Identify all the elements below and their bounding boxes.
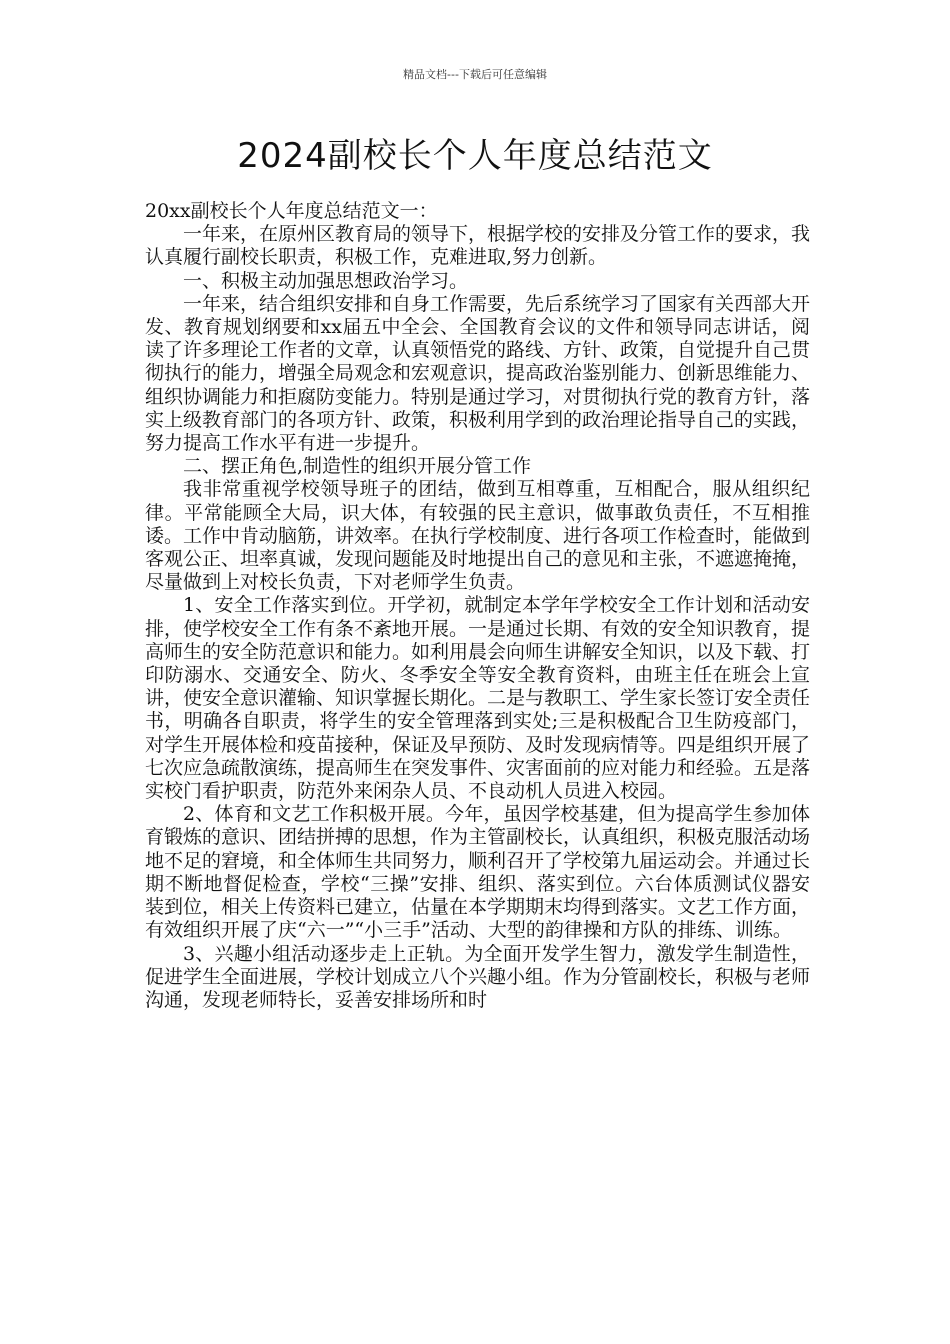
paragraph: 我非常重视学校领导班子的团结，做到互相尊重，互相配合，服从组织纪律。平常能顾全大局，识大体，有较强的民主意识，做事敢负责任，不互相推诿。工作中肯动脑筋，讲效率。在执行学校制度、进行各项工作检查时，能做到客观公正、坦率真诚，发现问题能及时地提出自己的意见和主张，不遮遮掩掩，尽量做到上对校长负责，下对老师学生负责。 <box>145 478 811 594</box>
paragraph: 2、体育和文艺工作积极开展。今年，虽因学校基建，但为提高学生参加体育锻炼的意识、团结拼搏的思想，作为主管副校长，认真组织，积极克服活动场地不足的窘境，和全体师生共同努力，顺利召开了学校第九届运动会。并通过长期不断地督促检查，学校“三操”安排、组织、落实到位。六台体质测试仪器安装到位，相关上传资料已建立，估量在本学期期末均得到落实。文艺工作方面，有效组织开展了庆“六一”“小三手”活动、大型的韵律操和方队的排练、训练。 <box>145 803 811 942</box>
document-body <box>145 200 810 1012</box>
paragraph: 3、兴趣小组活动逐步走上正轨。为全面开发学生智力，激发学生制造性，促进学生全面进展，学校计划成立八个兴趣小组。作为分管副校长，积极与老师沟通，发现老师特长，妥善安排场所和时 <box>145 942 811 1011</box>
paragraph: 一年来，结合组织安排和自身工作需要，先后系统学习了国家有关西部大开发、教育规划纲要和xx届五中全会、全国教育会议的文件和领导同志讲话，阅读了许多理论工作者的文章，认真领悟党的路线、方针、政策，自觉提升自己贯彻执行的能力，增强全局观念和宏观意识，提高政治鉴别能力、创新思维能力、组织协调能力和拒腐防变能力。特别是通过学习，对贯彻执行党的教育方针，落实上级教育部门的各项方针、政策，积极利用学到的政治理论指导自己的实践，努力提高工作水平有进一步提升。 <box>145 292 811 455</box>
header-note: 精品文档---下载后可任意编辑 <box>403 68 547 81</box>
document-title: 2024副校长个人年度总结范文 <box>237 136 713 176</box>
section-heading: 二、摆正角色,制造性的组织开展分管工作 <box>183 455 532 478</box>
section-heading: 一、积极主动加强思想政治学习。 <box>183 269 469 292</box>
paragraph: 1、安全工作落实到位。开学初，就制定本学年学校安全工作计划和活动安排，使学校安全工作有条不紊地开展。一是通过长期、有效的安全知识教育，提高师生的安全防范意识和能力。如利用晨会向师生讲解安全知识，以及下载、打印防溺水、交通安全、防火、冬季安全等安全教育资料，由班主任在班会上宣讲，使安全意识灌输、知识掌握长期化。二是与教职工、学生家长签订安全责任书，明确各自职责，将学生的安全管理落到实处;三是积极配合卫生防疫部门，对学生开展体检和疫苗接种，保证及早预防、及时发现病情等。四是组织开展了七次应急疏散演练，提高师生在突发事件、灾害面前的应对能力和经验。五是落实校门看护职责，防范外来闲杂人员、不良动机人员进入校园。 <box>145 594 811 803</box>
paragraph: 一年来，在原州区教育局的领导下，根据学校的安排及分管工作的要求，我认真履行副校长职责，积极工作，克难进取,努力创新。 <box>145 223 811 269</box>
paragraph-intro: 20xx副校长个人年度总结范文一： <box>145 200 438 222</box>
